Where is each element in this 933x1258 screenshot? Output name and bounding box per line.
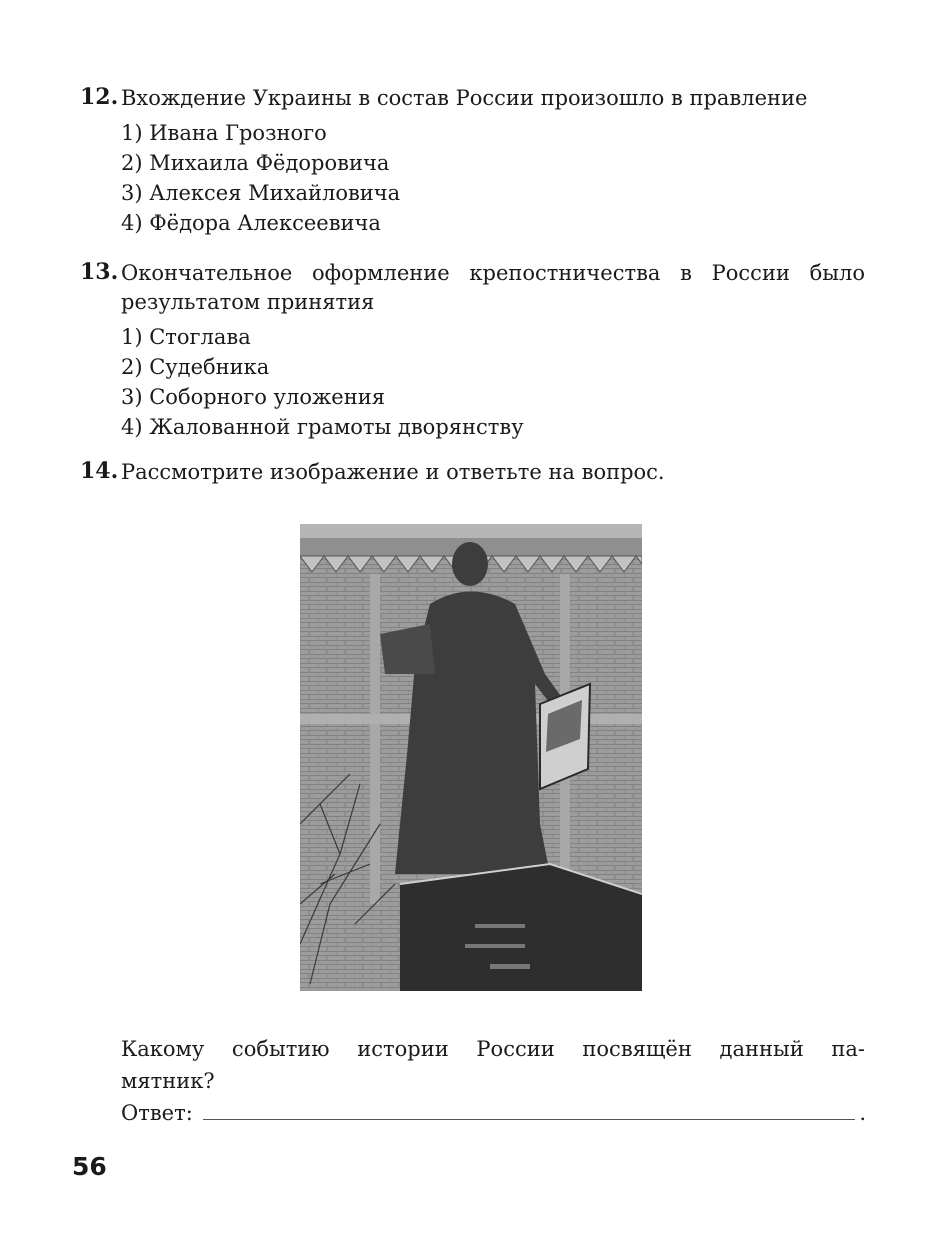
followup-line-1: Какому событию истории России посвящён данный па- [121,1037,865,1061]
followup-question [121,1033,865,1097]
question-13 [80,259,865,442]
question-number: 14. [80,458,119,484]
answer-options [121,322,865,442]
answer-end-period: . [859,1101,866,1125]
option-2: 2) Судебника [121,355,270,379]
option-2: 2) Михаила Фёдоровича [121,151,390,175]
answer-row [121,1099,866,1125]
option-1: 1) Стоглава [121,325,251,349]
question-text-line-2: результатом принятия [121,290,375,314]
answer-label: Ответ: [121,1101,193,1125]
option-3: 3) Соборного уложения [121,385,385,409]
question-14 [80,458,865,487]
option-3: 3) Алексея Михайловича [121,181,401,205]
question-text: Рассмотрите изображение и ответьте на вопрос. [121,460,665,484]
followup-line-2: мятник? [121,1069,215,1093]
question-text: Вхождение Украины в состав России произошло в правление [121,86,808,110]
monument-photo [300,524,642,991]
question-number: 13. [80,259,119,285]
monument-illustration [300,524,642,991]
option-4: 4) Фёдора Алексеевича [121,211,381,235]
question-number: 12. [80,84,119,110]
option-1: 1) Ивана Грозного [121,121,327,145]
page-number: 56 [72,1152,107,1181]
question-text-line-1: Окончательное оформление крепостничества в России было [121,261,865,285]
question-12 [80,84,865,238]
answer-field[interactable] [203,1099,856,1120]
option-4: 4) Жалованной грамоты дворянству [121,415,524,439]
answer-options [121,118,865,238]
